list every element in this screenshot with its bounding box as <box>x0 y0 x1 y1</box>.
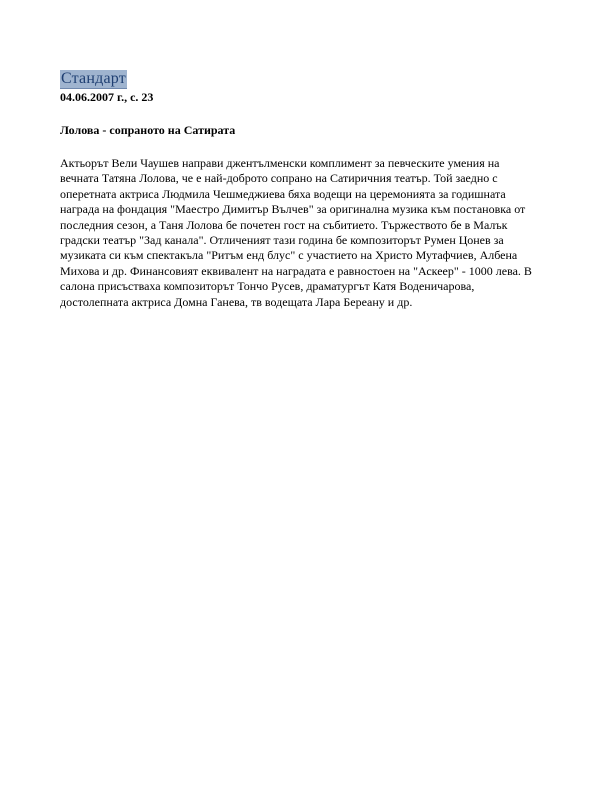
publication-dateline: 04.06.2007 г., с. 23 <box>60 90 154 104</box>
article-headline: Лолова - сопраното на Сатирата <box>60 123 236 137</box>
publication-logo: Стандарт <box>61 70 126 87</box>
article-body: Актьорът Вели Чаушев направи джентълменски комплимент за певческите умения на вечната Татяна Лолова, че е най-доброто сопрано на Сатиричния театър. Той заедно с оперетната актриса Людмила Чешмеджиева бяха водещи на церемонията за годишната награда на фондация "Маестро Димитър Вълчев" за оригинална музика към постановка от последния сезон, а Таня Лолова бе почетен гост на събитието. Тържеството бе в Малък градски театър "Зад канала". Отличеният тази година бе композиторът Румен Цонев за музиката си към спектакъла "Ритъм енд блус" с участието на Христо Мутафчиев, Албена Михова и др. Финансовият еквивалент на наградата е равностоен на "Аскеер" - 1000 лева. В салона присъстваха композиторът Тончо Русев, драматургът Катя Воденичарова, достолепната актриса Домна Ганева, тв водещата Лара Береану и др. <box>60 156 532 309</box>
document-page <box>60 70 550 310</box>
